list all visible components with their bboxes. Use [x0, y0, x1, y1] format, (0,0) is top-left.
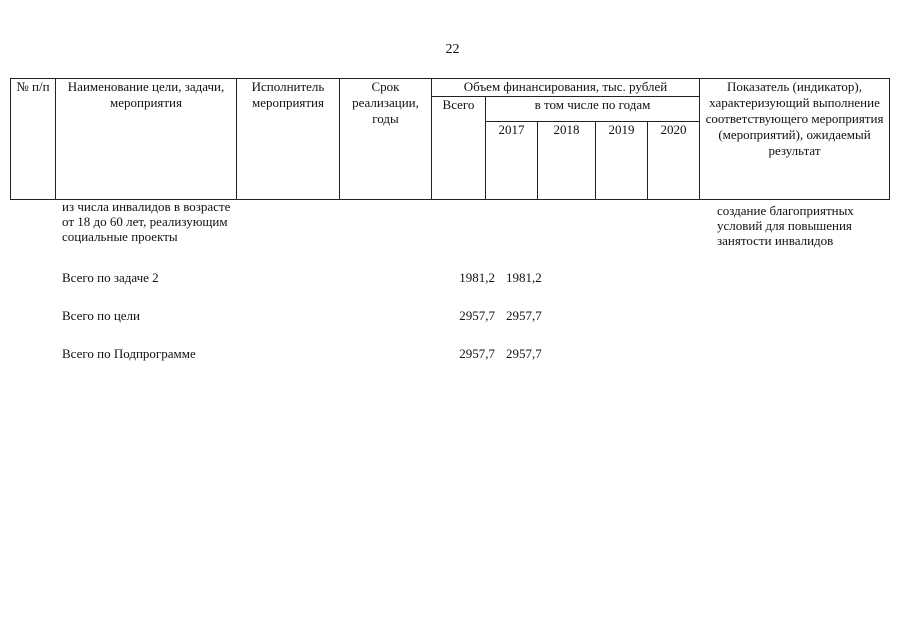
- activity-name-continuation: из числа инвалидов в возрасте от 18 до 60 лет, реализующим социальные проекты: [62, 199, 231, 244]
- expected-result-continuation: создание благоприятных условий для повышения занятости инвалидов: [717, 203, 854, 248]
- header-year-2017: 2017: [486, 122, 538, 200]
- summary-label: Всего по цели: [62, 308, 141, 323]
- header-total: Всего: [432, 97, 486, 200]
- header-year-2018: 2018: [538, 122, 596, 200]
- header-indicator: Показатель (индикатор), характеризующий выполнение соответствующего мероприятия (мероприятий), ожидаемый результат: [700, 79, 890, 200]
- header-by-years: в том числе по годам: [486, 97, 700, 122]
- summary-label: Всего по Подпрограмме: [62, 346, 196, 361]
- header-year-2019: 2019: [596, 122, 648, 200]
- summary-2017: 2957,7: [506, 346, 542, 361]
- summary-2017: 2957,7: [506, 308, 542, 323]
- header-number: № п/п: [11, 79, 56, 200]
- summary-label: Всего по задаче 2: [62, 270, 159, 285]
- header-funding: Объем финансирования, тыс. рублей: [432, 79, 700, 97]
- header-executor: Исполнитель мероприятия: [237, 79, 340, 200]
- page-number: 22: [445, 42, 460, 57]
- summary-total: 2957,7: [459, 346, 495, 361]
- summary-total: 1981,2: [459, 270, 495, 285]
- financing-table-header: [10, 78, 890, 200]
- summary-2017: 1981,2: [506, 270, 542, 285]
- header-period: Срок реализации, годы: [340, 79, 432, 200]
- header-year-2020: 2020: [648, 122, 700, 200]
- summary-total: 2957,7: [459, 308, 495, 323]
- header-name: Наименование цели, задачи, мероприятия: [56, 79, 237, 200]
